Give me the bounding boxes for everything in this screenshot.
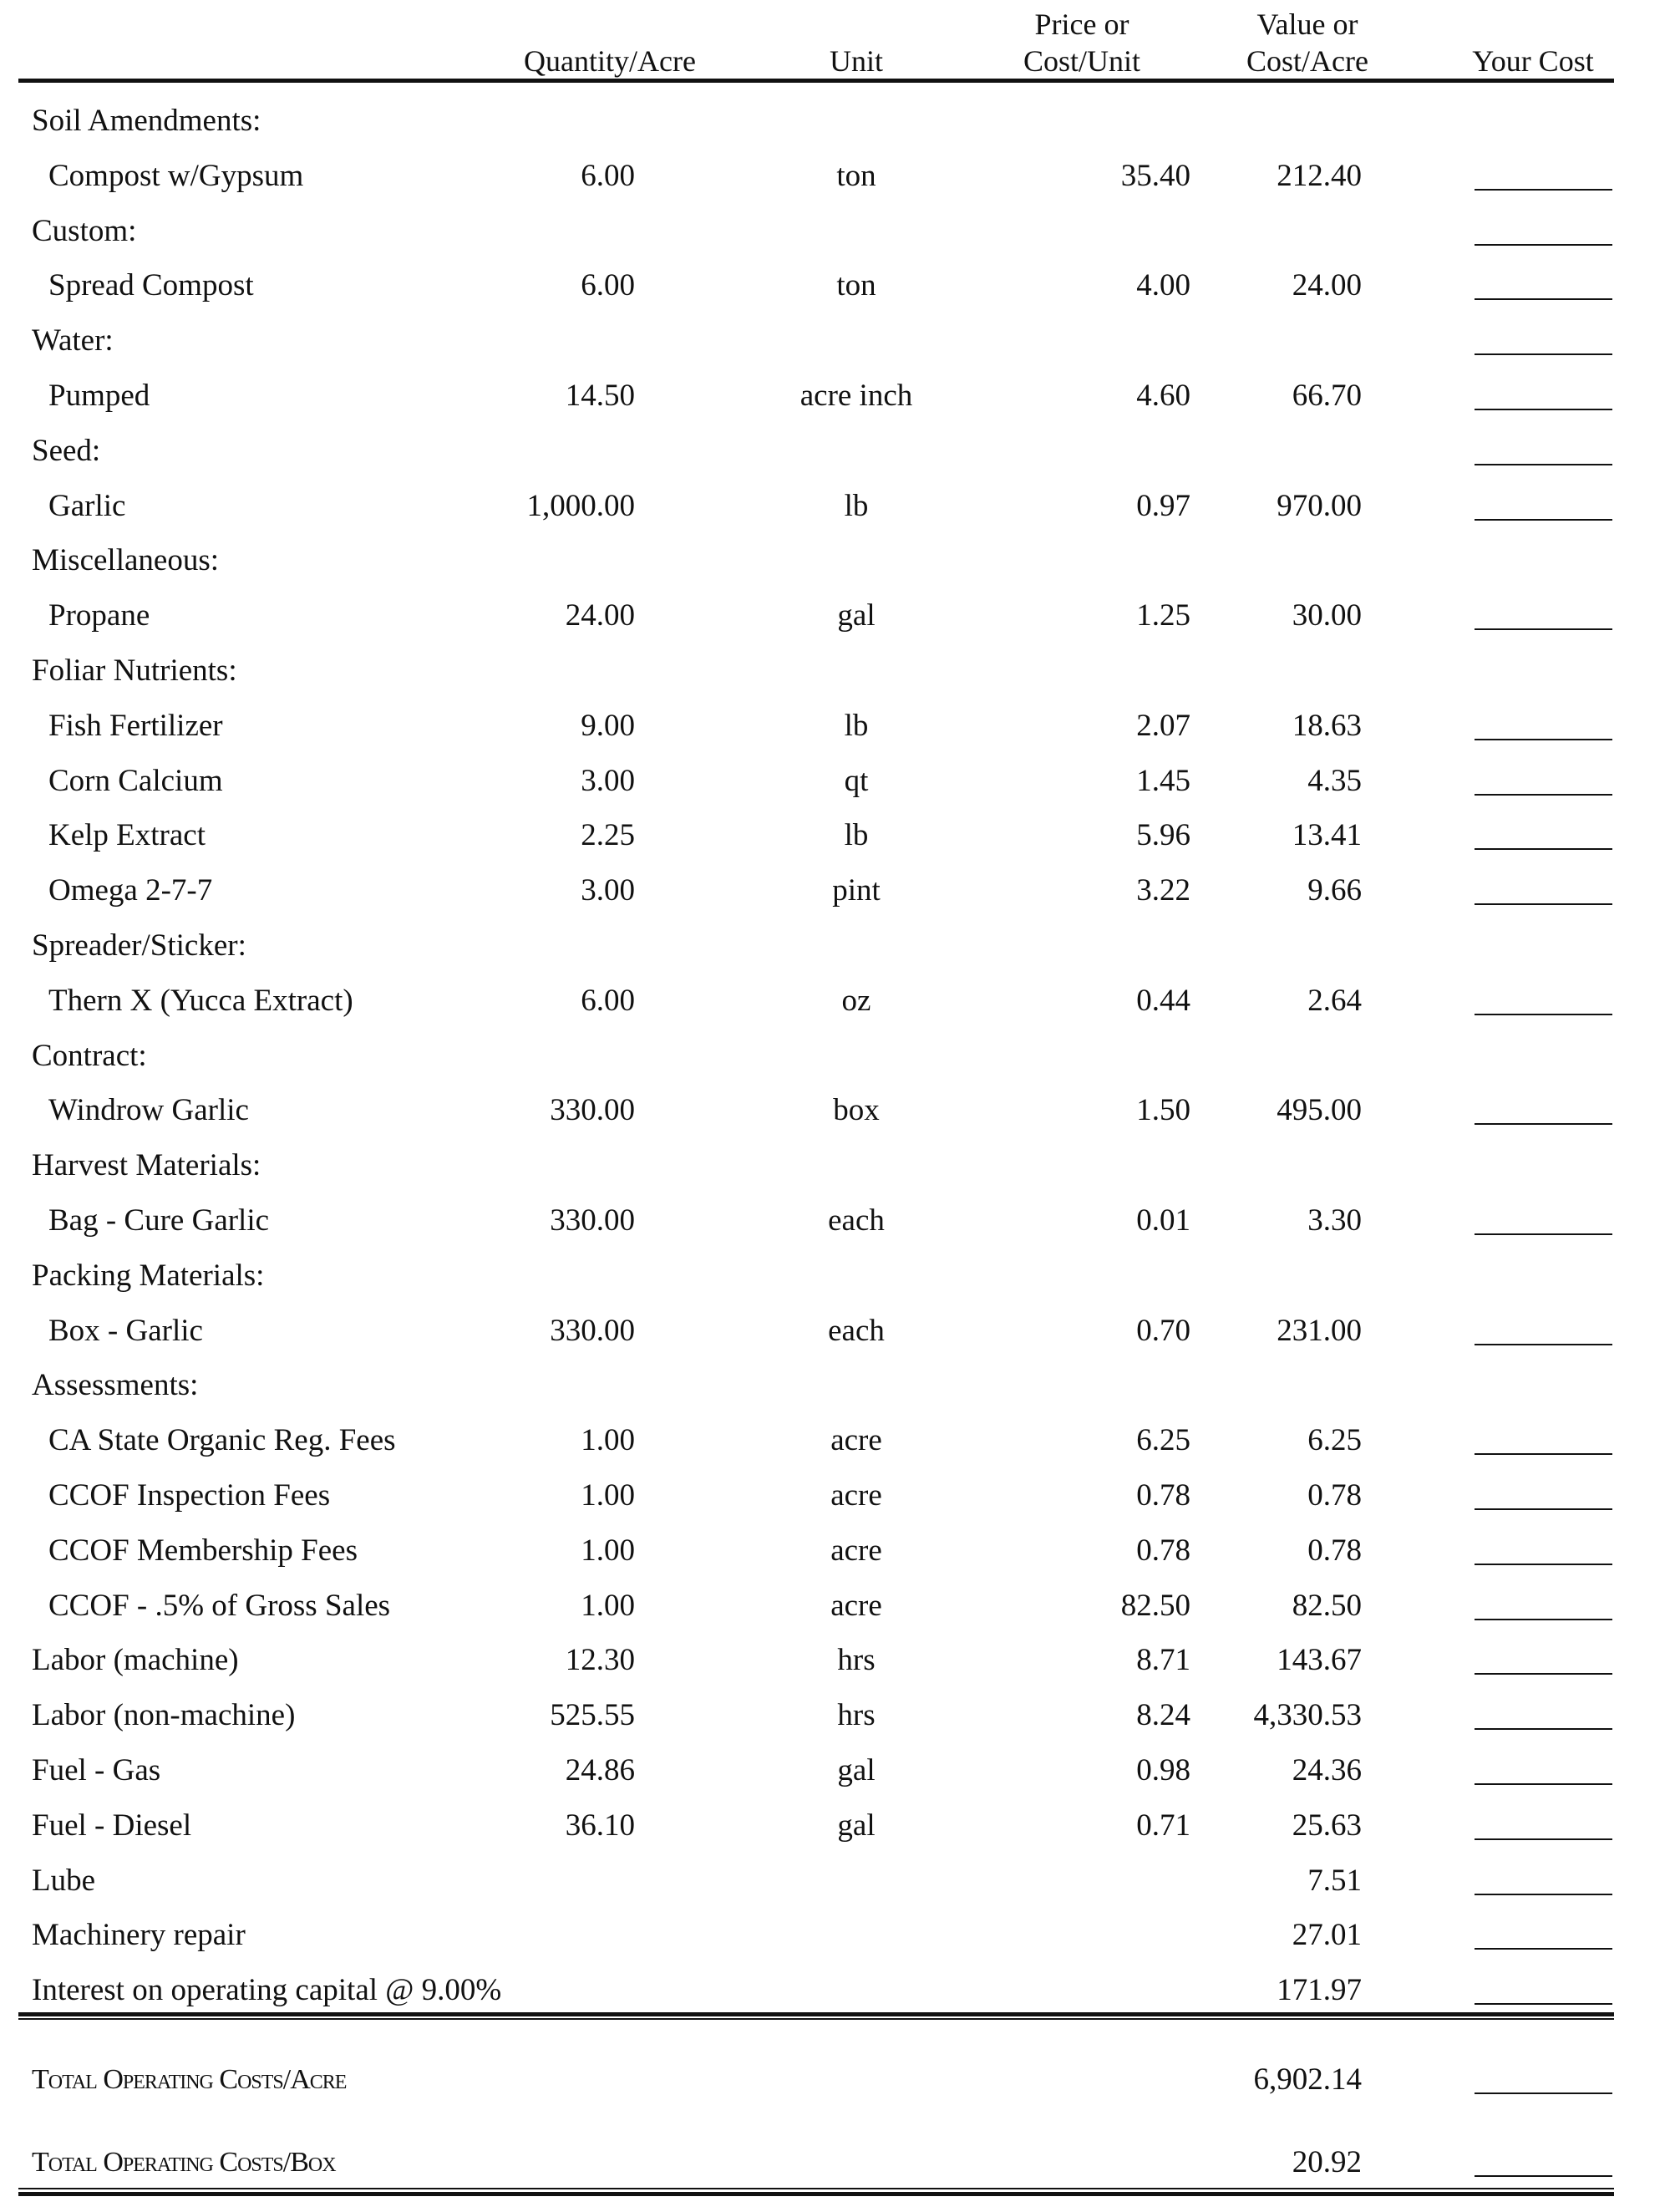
row-unit: oz [841, 983, 871, 1018]
header-value-line2: Cost/Acre [1246, 44, 1368, 78]
row-price: 0.78 [1136, 1533, 1190, 1568]
header-quantity-text: Quantity/Acre [524, 44, 696, 78]
total-value: 20.92 [1292, 2145, 1362, 2179]
row-value: 24.36 [1292, 1753, 1362, 1787]
row-value: 171.97 [1277, 1973, 1362, 2008]
your-cost-blank[interactable] [1475, 409, 1612, 410]
total-value: 6,902.14 [1253, 2062, 1362, 2097]
row-unit: acre [830, 1423, 882, 1458]
your-cost-blank[interactable] [1475, 1894, 1612, 1895]
row-label: Harvest Materials: [32, 1148, 261, 1183]
row-price: 0.01 [1136, 1203, 1190, 1238]
row-label: CCOF - .5% of Gross Sales [48, 1588, 391, 1623]
table-row [0, 588, 1670, 643]
row-quantity: 1.00 [581, 1478, 635, 1513]
category-row [0, 1248, 1670, 1304]
row-label: Fuel - Gas [32, 1753, 161, 1787]
your-cost-blank[interactable] [1475, 189, 1612, 191]
header-price [977, 0, 1186, 79]
your-cost-blank[interactable] [1475, 1783, 1612, 1785]
header-quantity [468, 0, 752, 79]
row-label: CA State Organic Reg. Fees [48, 1423, 396, 1458]
row-label: Contract: [32, 1038, 147, 1073]
row-label: CCOF Membership Fees [48, 1533, 358, 1568]
row-unit: box [833, 1093, 880, 1128]
row-quantity: 2.25 [581, 818, 635, 853]
row-quantity: 14.50 [565, 379, 635, 413]
row-quantity: 9.00 [581, 708, 635, 743]
totals-top-rule-thin [18, 2018, 1614, 2020]
category-row [0, 643, 1670, 699]
row-value: 212.40 [1277, 158, 1362, 193]
your-cost-blank[interactable] [1475, 1014, 1612, 1015]
row-label: Assessments: [32, 1368, 199, 1403]
your-cost-blank[interactable] [1475, 2003, 1612, 2005]
your-cost-blank[interactable] [1475, 2175, 1612, 2177]
row-unit: acre [830, 1588, 882, 1623]
your-cost-blank[interactable] [1475, 298, 1612, 300]
total-row [0, 2052, 1670, 2108]
row-quantity: 24.00 [565, 598, 635, 633]
row-value: 9.66 [1307, 873, 1362, 908]
bottom-rule-thin [18, 2188, 1614, 2189]
category-row [0, 1798, 1670, 1854]
header-your-cost [1445, 0, 1621, 79]
your-cost-blank[interactable] [1475, 1344, 1612, 1345]
row-unit: ton [836, 158, 876, 193]
row-quantity: 1,000.00 [526, 488, 635, 523]
row-value: 0.78 [1307, 1478, 1362, 1513]
row-label: Fuel - Diesel [32, 1808, 192, 1843]
row-quantity: 525.55 [550, 1698, 635, 1733]
row-label: Fish Fertilizer [48, 708, 223, 743]
row-label: Kelp Extract [48, 818, 206, 853]
table-row [0, 1193, 1670, 1248]
row-price: 1.50 [1136, 1093, 1190, 1128]
category-row [0, 1908, 1670, 1963]
table-row [0, 479, 1670, 534]
row-unit: ton [836, 268, 876, 303]
row-value: 970.00 [1277, 488, 1362, 523]
row-price: 4.00 [1136, 268, 1190, 303]
row-unit: acre [830, 1533, 882, 1568]
row-unit: hrs [837, 1643, 876, 1678]
row-unit: acre inch [799, 379, 913, 413]
row-label: Pumped [48, 379, 150, 413]
row-value: 30.00 [1292, 598, 1362, 633]
row-value: 3.30 [1307, 1203, 1362, 1238]
table-row [0, 974, 1670, 1029]
row-value: 143.67 [1277, 1643, 1362, 1678]
category-row [0, 1358, 1670, 1413]
category-row [0, 424, 1670, 479]
row-label: Soil Amendments: [32, 104, 261, 138]
row-price: 4.60 [1136, 379, 1190, 413]
row-value: 27.01 [1292, 1918, 1362, 1953]
your-cost-blank[interactable] [1475, 1564, 1612, 1565]
table-row [0, 258, 1670, 313]
row-label: Interest on operating capital @ 9.00% [32, 1973, 502, 2008]
row-price: 0.97 [1136, 488, 1190, 523]
row-price: 1.25 [1136, 598, 1190, 633]
row-unit: each [828, 1313, 885, 1348]
category-row [0, 1138, 1670, 1193]
row-value: 2.64 [1307, 983, 1362, 1018]
row-label: Machinery repair [32, 1918, 246, 1953]
row-value: 18.63 [1292, 708, 1362, 743]
row-value: 66.70 [1292, 379, 1362, 413]
row-unit: lb [844, 488, 869, 523]
row-unit: lb [844, 818, 869, 853]
your-cost-blank[interactable] [1475, 739, 1612, 740]
your-cost-blank[interactable] [1475, 1948, 1612, 1950]
category-row [0, 94, 1670, 149]
row-quantity: 6.00 [581, 158, 635, 193]
table-row [0, 1579, 1670, 1634]
table-row [0, 754, 1670, 809]
row-quantity: 1.00 [581, 1588, 635, 1623]
row-price: 0.44 [1136, 983, 1190, 1018]
row-price: 5.96 [1136, 818, 1190, 853]
table-row [0, 808, 1670, 863]
total-label: Total Operating Costs/Acre [32, 2064, 347, 2095]
row-label: Windrow Garlic [48, 1093, 249, 1128]
header-value-line1: Value or [1256, 8, 1358, 41]
row-value: 0.78 [1307, 1533, 1362, 1568]
row-quantity: 1.00 [581, 1533, 635, 1568]
row-unit: lb [844, 708, 869, 743]
row-value: 24.00 [1292, 268, 1362, 303]
category-row [0, 533, 1670, 588]
table-row [0, 699, 1670, 754]
row-value: 4.35 [1307, 763, 1362, 798]
your-cost-blank[interactable] [1475, 1838, 1612, 1840]
row-quantity: 3.00 [581, 873, 635, 908]
your-cost-blank[interactable] [1475, 903, 1612, 905]
row-label: Miscellaneous: [32, 543, 220, 578]
table-row [0, 863, 1670, 918]
category-row [0, 918, 1670, 974]
row-price: 1.45 [1136, 763, 1190, 798]
row-label: Water: [32, 323, 114, 358]
row-quantity: 330.00 [550, 1093, 635, 1128]
table-row [0, 149, 1670, 204]
table-row [0, 1468, 1670, 1523]
your-cost-blank[interactable] [1475, 244, 1612, 246]
row-quantity: 12.30 [565, 1643, 635, 1678]
row-label: Box - Garlic [48, 1313, 203, 1348]
your-cost-blank[interactable] [1475, 2093, 1612, 2094]
row-quantity: 24.86 [565, 1753, 635, 1787]
bottom-rule [18, 2192, 1614, 2196]
header-your-cost-text: Your Cost [1472, 44, 1594, 78]
row-label: Labor (non-machine) [32, 1698, 296, 1733]
row-price: 0.78 [1136, 1478, 1190, 1513]
your-cost-blank[interactable] [1475, 1619, 1612, 1620]
table-row [0, 369, 1670, 424]
row-label: Labor (machine) [32, 1643, 239, 1678]
row-quantity: 6.00 [581, 983, 635, 1018]
row-value: 495.00 [1277, 1093, 1362, 1128]
row-unit: gal [837, 1808, 876, 1843]
row-unit: acre [830, 1478, 882, 1513]
your-cost-blank[interactable] [1475, 353, 1612, 355]
your-cost-blank[interactable] [1475, 1123, 1612, 1125]
row-label: Omega 2-7-7 [48, 873, 213, 908]
row-label: Thern X (Yucca Extract) [48, 983, 353, 1018]
row-unit: qt [844, 763, 869, 798]
your-cost-blank[interactable] [1475, 1508, 1612, 1510]
row-label: Custom: [32, 213, 137, 248]
row-quantity: 3.00 [581, 763, 635, 798]
row-value: 4,330.53 [1253, 1698, 1362, 1733]
row-quantity: 6.00 [581, 268, 635, 303]
total-row [0, 2135, 1670, 2190]
row-price: 2.07 [1136, 708, 1190, 743]
table-row [0, 1083, 1670, 1138]
row-unit: each [828, 1203, 885, 1238]
row-value: 13.41 [1292, 818, 1362, 853]
row-quantity: 36.10 [565, 1808, 635, 1843]
category-row [0, 1854, 1670, 1909]
row-label: Bag - Cure Garlic [48, 1203, 270, 1238]
total-label: Total Operating Costs/Box [32, 2147, 336, 2178]
row-unit: gal [837, 598, 876, 633]
row-value: 7.51 [1307, 1863, 1362, 1898]
row-label: Seed: [32, 433, 101, 468]
row-label: Foliar Nutrients: [32, 653, 237, 688]
category-row [0, 1743, 1670, 1798]
table-row [0, 1304, 1670, 1359]
row-price: 35.40 [1120, 158, 1190, 193]
your-cost-blank[interactable] [1475, 1453, 1612, 1455]
header-unit-text: Unit [829, 44, 883, 78]
header-value [1203, 0, 1412, 79]
category-row [0, 313, 1670, 369]
row-label: Corn Calcium [48, 763, 223, 798]
row-unit: gal [837, 1753, 876, 1787]
header-price-line2: Cost/Unit [1023, 44, 1141, 78]
category-row [0, 1688, 1670, 1743]
row-label: Compost w/Gypsum [48, 158, 304, 193]
row-price: 8.24 [1136, 1698, 1190, 1733]
row-price: 0.70 [1136, 1313, 1190, 1348]
row-label: Propane [48, 598, 150, 633]
row-value: 82.50 [1292, 1588, 1362, 1623]
your-cost-blank[interactable] [1475, 628, 1612, 630]
row-value: 25.63 [1292, 1808, 1362, 1843]
row-value: 6.25 [1307, 1423, 1362, 1458]
your-cost-blank[interactable] [1475, 848, 1612, 850]
row-price: 0.71 [1136, 1808, 1190, 1843]
row-label: Spreader/Sticker: [32, 928, 246, 963]
your-cost-blank[interactable] [1475, 794, 1612, 796]
row-quantity: 330.00 [550, 1313, 635, 1348]
header-price-line1: Price or [1034, 8, 1129, 41]
row-unit: pint [832, 873, 881, 908]
your-cost-blank[interactable] [1475, 519, 1612, 521]
row-label: Lube [32, 1863, 96, 1898]
category-row [0, 1963, 1670, 2018]
row-label: Garlic [48, 488, 126, 523]
category-row [0, 204, 1670, 259]
header-unit [764, 0, 948, 79]
category-row [0, 1029, 1670, 1084]
row-label: Spread Compost [48, 268, 254, 303]
your-cost-blank[interactable] [1475, 1233, 1612, 1235]
row-price: 3.22 [1136, 873, 1190, 908]
your-cost-blank[interactable] [1475, 464, 1612, 465]
row-quantity: 330.00 [550, 1203, 635, 1238]
row-label: CCOF Inspection Fees [48, 1478, 331, 1513]
row-price: 82.50 [1120, 1588, 1190, 1623]
row-price: 8.71 [1136, 1643, 1190, 1678]
header-rule [18, 79, 1614, 83]
totals-top-rule [18, 2012, 1614, 2016]
row-value: 231.00 [1277, 1313, 1362, 1348]
table-row [0, 1523, 1670, 1579]
row-price: 0.98 [1136, 1753, 1190, 1787]
row-unit: hrs [837, 1698, 876, 1733]
your-cost-blank[interactable] [1475, 1728, 1612, 1730]
row-quantity: 1.00 [581, 1423, 635, 1458]
your-cost-blank[interactable] [1475, 1673, 1612, 1675]
category-row [0, 1633, 1670, 1688]
table-row [0, 1413, 1670, 1468]
row-price: 6.25 [1136, 1423, 1190, 1458]
row-label: Packing Materials: [32, 1258, 265, 1293]
